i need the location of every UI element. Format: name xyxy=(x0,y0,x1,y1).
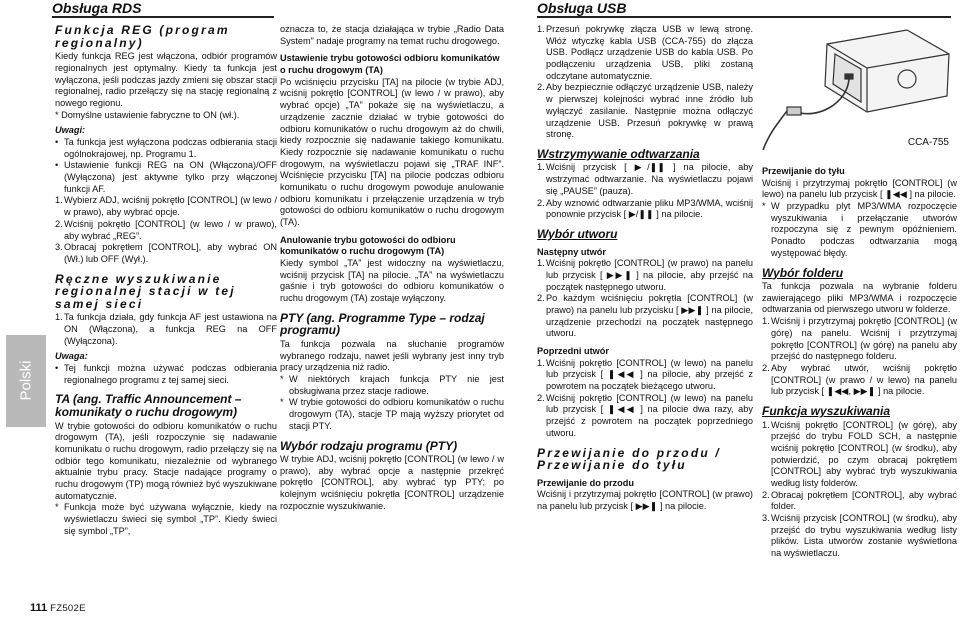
subheading: Następny utwór xyxy=(537,246,606,257)
list-marker: 2. xyxy=(762,489,770,500)
list-item xyxy=(537,82,753,140)
list-item-text: Obracaj pokrętłem [CONTROL], aby wybrać folder. xyxy=(771,489,957,512)
list-marker: 1. xyxy=(762,316,770,327)
subheading: Poprzedni utwór xyxy=(537,346,609,356)
list-item xyxy=(55,195,277,218)
list-item xyxy=(537,162,753,197)
list-item-text: Ta funkcja jest wyłączona podczas odbierania stacji ogólnokrajowej, np. Programu 1. xyxy=(64,137,277,159)
list-item xyxy=(762,420,957,490)
list-item xyxy=(537,393,753,440)
section-heading: Ręczne wyszukiwanie regionalnej stacji w tej samej sieci xyxy=(55,271,236,311)
list-item-text: Wciśnij przycisk [ ▶/❚❚ ] na pilocie, aby wstrzymać odtwarzanie. Na wyświetlaczu pojawi się „PAUSE” (pauza). xyxy=(546,162,753,196)
paragraph: W trybie ADJ, wciśnij pokrętło [CONTROL] (w lewo / w prawo), aby wybrać opcje a następnie przekręć pokrętło [CONTROL], aby wybrać typ PTY; po kolejnym wciśnięciu pokrętła [CONTROL] urządzenie rozpocznie wyszukiwanie. xyxy=(280,454,504,511)
list-marker: 3. xyxy=(762,513,770,524)
section-heading: TA (ang. Traffic Announcement – komunikaty o ruchu drogowym) xyxy=(55,392,242,420)
section-heading: Wstrzymywanie odtwarzania xyxy=(537,146,700,161)
list-marker: * xyxy=(762,201,766,212)
list-marker: 1. xyxy=(537,24,545,34)
list-item xyxy=(280,397,504,432)
list-item-text: Wciśnij pokrętło [CONTROL] (w prawo) na panelu lub przycisk [ ▶▶❚ ] na pilocie, aby przejść na początek następnego utworu. xyxy=(546,258,753,292)
list-marker: 1. xyxy=(55,195,63,206)
list-item-text: Wciśnij pokrętło [CONTROL] (w lewo) na panelu lub przycisk [ ❚◀◀ ] na pilocie, aby przejść z powrotem na początek bieżącego utworu. xyxy=(546,357,753,392)
list-item xyxy=(55,363,277,386)
list-marker: 3. xyxy=(55,242,63,253)
model-name: FZ502E xyxy=(50,603,86,614)
list-item xyxy=(537,24,753,82)
subheading: Przewijanie do przodu xyxy=(537,477,634,488)
list-item-text: Ta funkcja działa, gdy funkcja AF jest ustawiona na ON (Włączona), a funkcja REG na OFF (Wyłączona). xyxy=(64,312,277,346)
list-item xyxy=(762,513,957,560)
list-item xyxy=(55,242,277,265)
column-usb-continued xyxy=(762,160,957,615)
list-item-text: Funkcja może być używana wyłącznie, kiedy na wyświetlaczu świeci się symbol „TP”. Kiedy świeci się symbol „TP”, xyxy=(64,502,277,536)
paragraph: Wciśnij i przytrzymaj pokrętło [CONTROL] (w prawo) na panelu lub przycisk [ ▶▶❚ ] na pilocie. xyxy=(537,489,753,512)
paragraph: Ta funkcja pozwala na wybranie folderu zawierającego pliki MP3/WMA i rozpoczęcie odtwarzania od pierwszego utworu w folderze. xyxy=(762,281,957,315)
list-item-text: Aby wznowić odtwarzanie pliku MP3/WMA, wciśnij ponownie przycisk [ ▶/❚❚ ] na pilocie. xyxy=(546,197,753,220)
list-item-text: Tej funkcji można używać podczas odbierania regionalnego programu z tej samej sieci. xyxy=(64,363,277,385)
paragraph: Kiedy symbol „TA” jest widoczny na wyświetlaczu, wciśnij przycisk [TA] na pilocie. „TA” na wyświetlaczu gaśnie i tryb gotowości do odbioru komunikatów o ruchu drogowym (TA) zostaje wyłączony. xyxy=(280,258,504,304)
section-heading: Funkcja REG (program regionalny) xyxy=(55,24,230,50)
list-item xyxy=(762,316,957,363)
list-item-text: Po każdym wciśnięciu pokrętła [CONTROL] (w prawo) na panelu lub przycisku [ ▶▶❚ ] na pilocie, urządzenie przechodzi na początek następnego utworu. xyxy=(546,293,753,339)
page-number: 111 xyxy=(30,602,48,614)
list-item-text: Wciśnij pokrętło [CONTROL] (w górę), aby przejść do trybu FOLD SCH, a następnie wciśnij pokrętło [CONTROL] (w środku), aby potwierdzić, po czym obracaj pokrętłem [CONTROL] aby wybrać tryb wyszukiwania według listy folderów. xyxy=(771,419,957,488)
list-marker: 2. xyxy=(537,293,545,304)
list-marker: * xyxy=(55,502,59,513)
list-item-text: Ustawienie funkcji REG na ON (Włączona)/OFF (Wyłączona) jest aktywne tylko przy włączonej funkcji AF. xyxy=(64,160,277,194)
list-marker: • xyxy=(55,363,59,374)
list-item xyxy=(537,258,753,293)
paragraph: Kiedy funkcja REG jest włączona, odbiór programów regionalnych jest optymalny. Kiedy ta funkcja jest wyłączona, jeśli podczas jazdy zmieni się obszar stacji regionalnej, radio przełączy się na stację regionalną z nowego regionu. xyxy=(55,51,277,108)
list-item xyxy=(55,219,277,242)
header-left xyxy=(52,0,274,18)
section-heading: Wybór utworu xyxy=(537,226,618,241)
list-item xyxy=(537,293,753,340)
column-ta-pty xyxy=(280,24,504,614)
list-marker: • xyxy=(55,137,59,147)
list-item xyxy=(762,201,957,259)
paragraph: Po wciśnięciu przycisku [TA] na pilocie (w trybie ADJ, wciśnij pokrętło [CONTROL] (w lewo / w prawo), aby wybrać opcje) „TA” pokaże się na wyświetlaczu, a urządzenie zacznie działać w trybie gotowości do odbioru komunikatów o ruchu drogowym aż do chwili, kiedy rozpocznie się nadawanie takiego komunikatu. Kiedy rozpocznie się nadawanie komunikatu o ruchu drogowym, na wyświetlaczu pojawi się „TRAF INF”. Wciśnięcie przycisku [TA] na pilocie podczas odbioru komunikatu o ruchu drogowym powoduje anulowanie odbioru komunikatu i przełączenie urządzenia w tryb gotowości do odbioru komunikatów o ruchu drogowym (TA). xyxy=(280,76,504,227)
list-item-text: Wybierz ADJ, wciśnij pokrętło [CONTROL] (w lewo / w prawo), aby wybrać opcje. xyxy=(64,195,277,218)
list-item-text: Wciśnij pokrętło [CONTROL] (w lewo) na panelu lub przycisk [ ❚◀◀ ] na pilocie dwa razy, aby przejść z powrotem na początek poprzedniego utworu. xyxy=(546,392,753,438)
header-left-title: Obsługa RDS xyxy=(52,0,142,16)
section-heading: Przewijanie do przodu / Przewijanie do tyłu xyxy=(537,445,721,473)
list-item-text: W trybie gotowości do odbioru komunikatów o ruchu drogowym (TA), stacje TP mają wyższy priorytet od stacji PTY. xyxy=(289,397,504,431)
list-item xyxy=(55,160,277,195)
list-item-text: W przypadku plyt MP3/WMA rozpoczęcie wyszukiwania i przełączanie utworów rozpoczyna się z pewnym opóźnieniem. Ponadto podczas odtwarzania mogą występować błędy. xyxy=(771,201,957,258)
list-marker: 1. xyxy=(537,258,545,269)
list-marker: * xyxy=(280,374,284,385)
list-item xyxy=(762,490,957,513)
cable-model-label: CCA-755 xyxy=(907,137,949,149)
list-item xyxy=(537,358,753,393)
list-marker: 1. xyxy=(55,312,63,323)
list-marker: 2. xyxy=(537,82,545,93)
note-label: Uwaga: xyxy=(55,351,88,362)
list-marker: 1. xyxy=(537,357,545,368)
section-heading: Funkcja wyszukiwania xyxy=(762,403,891,418)
section-heading: PTY (ang. Programme Type – rodzaj programu) xyxy=(280,310,485,338)
page-footer xyxy=(30,602,86,616)
column-usb xyxy=(537,24,753,609)
header-right xyxy=(537,0,951,18)
list-item-text: Obracaj pokrętłem [CONTROL], aby wybrać ON (Wł.) lub OFF (Wył.). xyxy=(64,242,277,264)
section-heading: Wybór rodzaju programu (PTY) xyxy=(280,438,458,453)
list-marker: 2. xyxy=(55,218,63,229)
list-marker: • xyxy=(55,160,59,171)
list-item xyxy=(55,502,277,537)
paragraph: Wciśnij i przytrzymaj pokrętło [CONTROL] (w lewo) na panelu lub przycisk [ ❚◀◀ ] na pilocie. xyxy=(762,177,957,200)
list-marker: 1. xyxy=(762,419,770,430)
list-item-text: Wciśnij pokrętło [CONTROL] (w lewo / w prawo), aby wybrać „REG”. xyxy=(64,218,277,241)
list-marker: 2. xyxy=(762,362,770,373)
paragraph: W trybie gotowości do odbioru komunikatów o ruchu drogowym (TA), jeśli rozpoczynie się nadawanie komunikatu o ruchu drogowym, radio przełączy się na odbiór tego komunikatu, niezależnie od wybranego aktualnie trybu pracy. Stacje nadające programy o ruchu drogowym (TP) mogą również być wyszukiwane automatycznie. xyxy=(55,420,277,501)
list-item xyxy=(537,198,753,221)
column-rds xyxy=(55,24,277,602)
paragraph: * Domyślne ustawienie fabryczne to ON (wł.). xyxy=(55,109,240,120)
note-label: Uwagi: xyxy=(55,125,86,136)
list-item xyxy=(762,363,957,398)
language-side-tab xyxy=(6,335,46,427)
list-marker: 1. xyxy=(537,162,545,173)
section-heading: Wybór folderu xyxy=(762,265,844,280)
list-item-text: Wciśnij i przytrzymaj pokrętło [CONTROL] (w górę) na panelu. Wciśnij i przytrzymaj pokrętło [CONTROL] (w górę) na panelu aby przejść do następnego folderu. xyxy=(771,316,957,362)
list-item-text: Aby wybrać utwór, wciśnij pokrętło [CONTROL] (w prawo / w lewo) na panelu lub przycisk [ ❚◀◀, ▶▶❚ ] na pilocie. xyxy=(771,362,957,397)
list-marker: 2. xyxy=(537,197,545,208)
paragraph: Ta funkcja pozwala na słuchanie programów wybranego rodzaju, nawet jeśli wybrany jest inny tryb pracy urządzenia niż radio. xyxy=(280,339,504,373)
subheading: Ustawienie trybu gotowości odbioru komunikatów o ruchu drogowym (TA) xyxy=(280,53,500,76)
subheading: Anulowanie trybu gotowości do odbioru komunikatów o ruchu drogowym (TA) xyxy=(280,234,456,257)
list-item-text: W niektórych krajach funkcja PTY nie jest obsługiwana przez stacje radiowe. xyxy=(289,374,504,396)
list-marker: * xyxy=(280,397,284,408)
list-item xyxy=(55,137,277,160)
header-right-title: Obsługa USB xyxy=(537,0,627,16)
subheading: Przewijanie do tyłu xyxy=(762,166,845,176)
language-label: Polski xyxy=(17,360,35,401)
list-item-text: Przesuń pokrywkę złącza USB w lewą stronę. Włóż wtyczkę kabla USB (CCA-755) do złącza USB. Podłącz urządzenie USB do kabla USB. Po podłączeniu urządzenia USB, pliki zostaną odczytane automatycznie. xyxy=(546,24,753,81)
list-marker: 2. xyxy=(537,392,545,403)
head-unit-usb-diagram xyxy=(757,24,957,156)
usb-cable-illustration xyxy=(757,24,957,156)
list-item-text: Wciśnij przycisk [CONTROL] (w środku), aby przejść do trybu wyszukiwania według listy plików. Lista utworów zostanie wyświetlona na wyświetlaczu. xyxy=(771,513,957,559)
list-item xyxy=(55,312,277,347)
list-item-text: Aby bezpiecznie odłączyć urządzenie USB, należy w pierwszej kolejności wybrać inne źródło lub wyłączyć zasilanie. Następnie można odłączyć urządzenie USB. Przesuń pokrywkę w prawą stronę. xyxy=(546,82,753,140)
list-item xyxy=(280,374,504,397)
paragraph: oznacza to, że stacja działająca w trybie „Radio Data System” nadaje programy na temat ruchu drogowego. xyxy=(280,24,504,46)
